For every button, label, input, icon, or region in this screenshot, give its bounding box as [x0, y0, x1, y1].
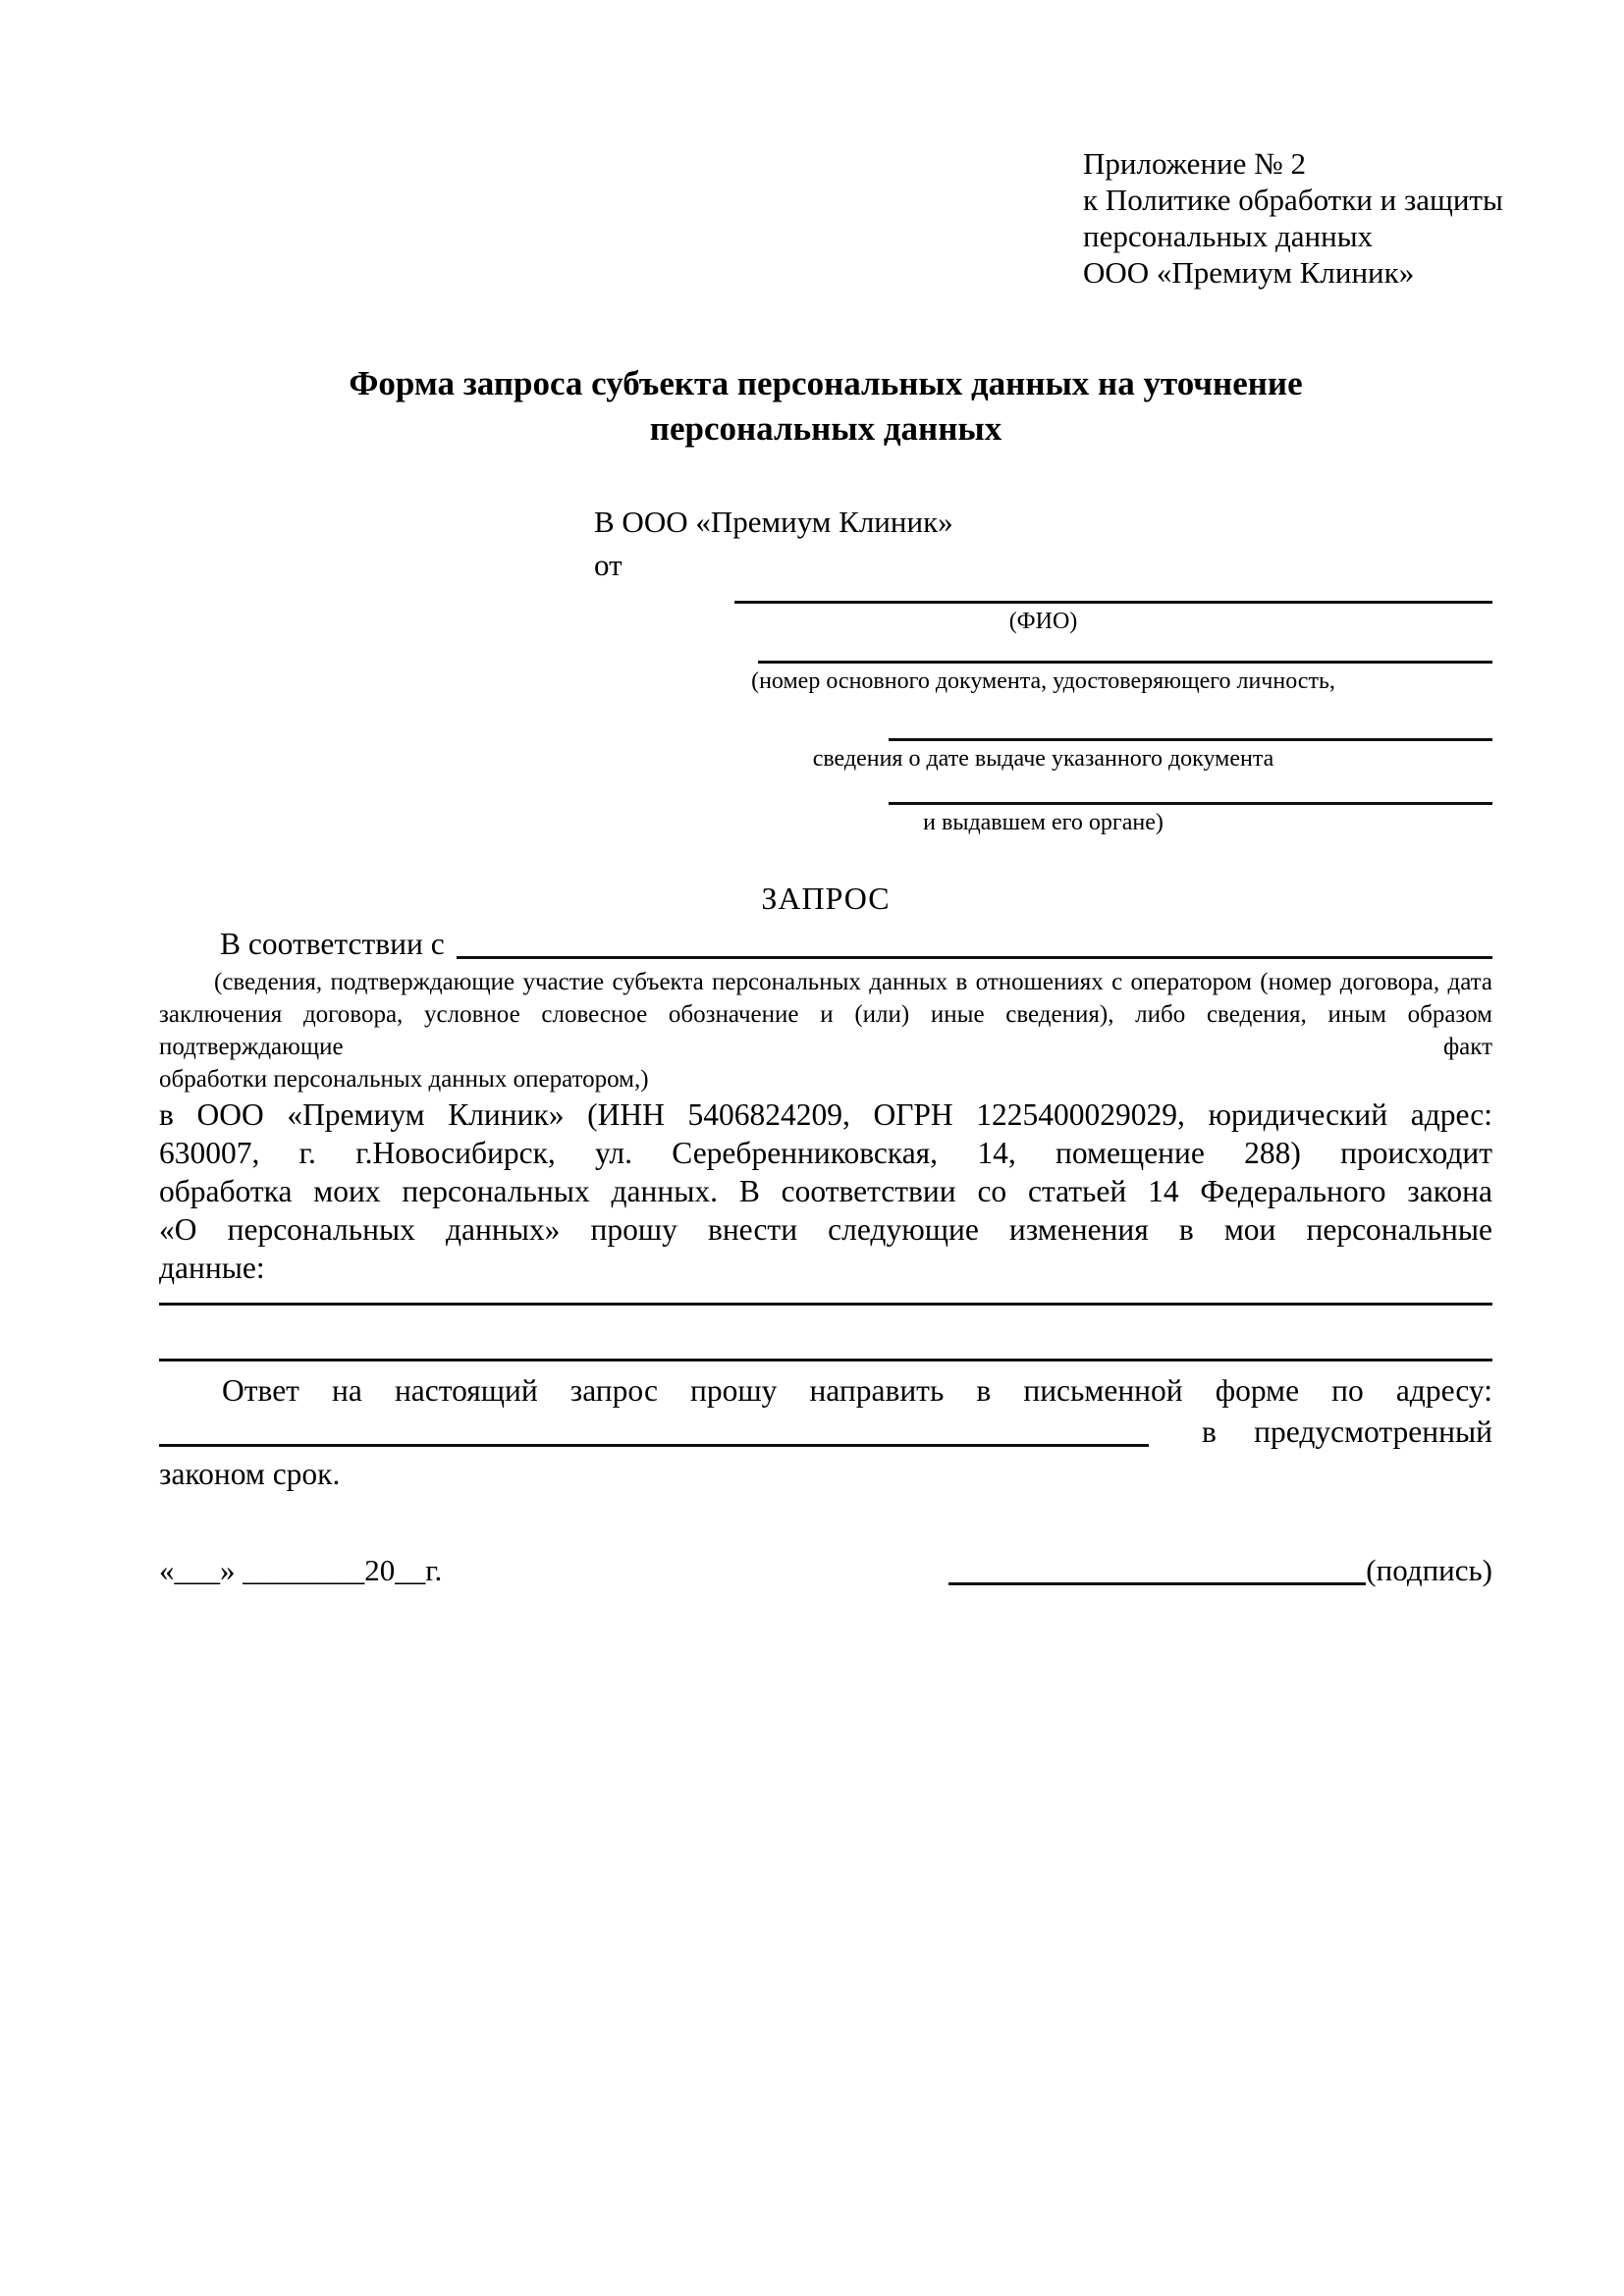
- addressee-block: [594, 501, 1492, 838]
- addressee-to: В ООО «Премиум Клиник»: [594, 505, 953, 539]
- fine-print-line-2: заключения договора, условное словесное обозначение и (или) иные сведения), либо сведения, иным образом подтверждающие факт: [159, 1001, 1492, 1060]
- date-fill-line: «___» ________20__г.: [159, 1553, 443, 1587]
- id-document-number-caption: (номер основного документа, удостоверяющего личность,: [751, 668, 1335, 694]
- document-title-line-1: Форма запроса субъекта персональных данных на уточнение: [349, 364, 1303, 402]
- fine-print-line-3: обработки персональных данных оператором,): [159, 1066, 649, 1093]
- basis-fine-print: [159, 966, 1492, 1095]
- signature-caption: (подпись): [1366, 1553, 1492, 1587]
- basis-blank-line: [457, 956, 1492, 959]
- document-title-line-2: персональных данных: [649, 409, 1002, 448]
- fine-print-line-1: (сведения, подтверждающие участие субъекта персональных данных в отношениях с оператором (номер договора, дата: [214, 969, 1492, 995]
- request-body-line-2: 630007, г. г.Новосибирск, ул. Серебренниковская, 14, помещение 288) происходит: [159, 1136, 1492, 1170]
- appendix-header: [1083, 145, 1503, 291]
- appendix-header-line-2: к Политике обработки и защиты: [1083, 183, 1503, 217]
- reply-word-term: предусмотренный: [1254, 1415, 1492, 1449]
- reply-word-v: в: [1202, 1415, 1217, 1449]
- reply-term-line: законом срок.: [159, 1457, 341, 1491]
- request-body-line-3: обработка моих персональных данных. В соответствии со статьей 14 Федерального закона: [159, 1174, 1492, 1208]
- signature-area: [948, 1550, 1492, 1591]
- reply-address-blank-line: [159, 1444, 1149, 1447]
- basis-intro-text: В соответствии с: [220, 927, 445, 961]
- document-title: [159, 361, 1492, 452]
- signature-blank-line: [948, 1582, 1366, 1585]
- appendix-header-line-3: персональных данных: [1083, 219, 1374, 253]
- request-body-line-5: данные:: [159, 1251, 265, 1285]
- reply-address-row: [159, 1411, 1492, 1454]
- issuing-authority-caption: и выдавшем его органе): [923, 810, 1164, 835]
- footer-row: [159, 1550, 1492, 1591]
- issue-date-caption: сведения о дате выдаче указанного документа: [812, 746, 1274, 772]
- fio-caption: (ФИО): [1008, 609, 1078, 634]
- changes-blank-line-2: [159, 1306, 1492, 1362]
- changes-blank-line-1: [159, 1287, 1492, 1306]
- basis-intro-row: [159, 923, 1492, 966]
- addressee-from-label: от: [594, 548, 623, 582]
- request-body-line-1: в ООО «Премиум Клиник» (ИНН 5406824209, ОГРН 1225400029029, юридический адрес:: [159, 1097, 1492, 1132]
- request-heading: ЗАПРОС: [761, 881, 891, 916]
- appendix-header-line-4: ООО «Премиум Клиник»: [1083, 255, 1415, 290]
- reply-instruction: Ответ на настоящий запрос прошу направить в письменной форме по адресу:: [222, 1373, 1492, 1408]
- appendix-header-line-1: Приложение № 2: [1083, 146, 1306, 181]
- request-body: [159, 1095, 1492, 1287]
- request-body-line-4: «О персональных данных» прошу внести следующие изменения в мои персональные: [159, 1212, 1492, 1247]
